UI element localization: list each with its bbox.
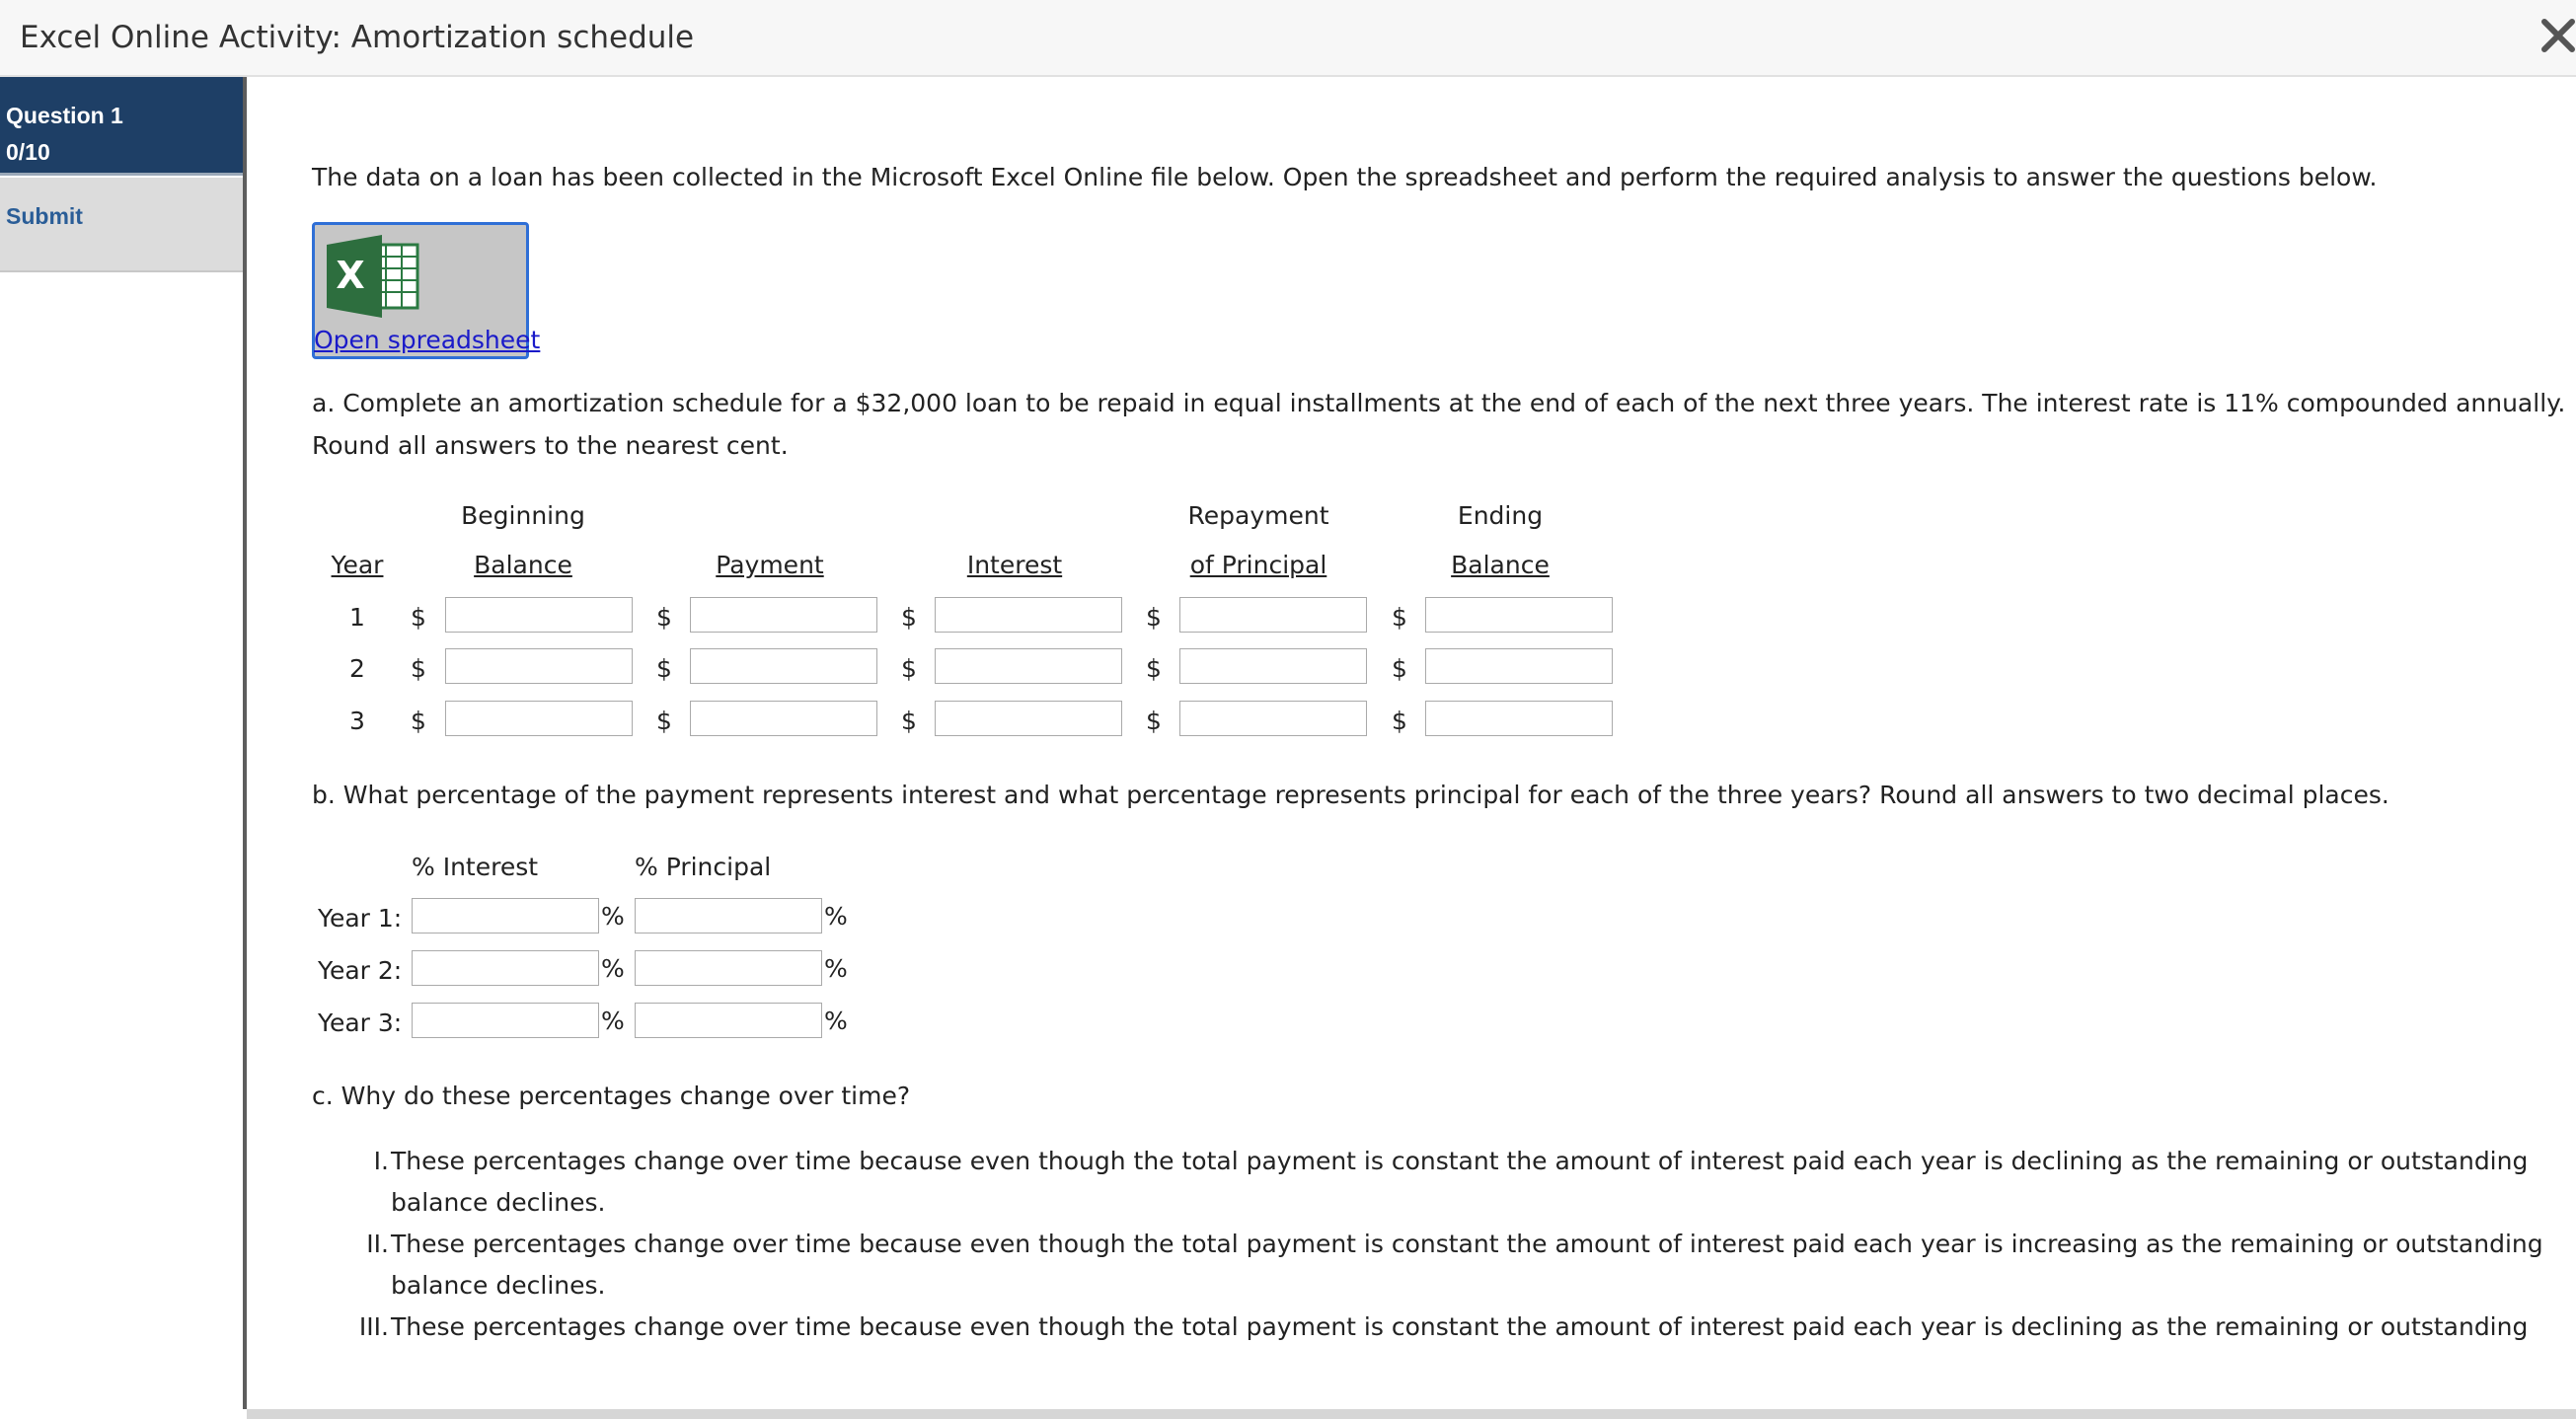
year-2-principal-percent-input[interactable] — [635, 950, 822, 986]
header-beginning-top: Beginning — [461, 501, 585, 530]
bottom-scroll-track — [247, 1409, 2576, 1419]
row-3-ending-balance-input[interactable] — [1425, 701, 1613, 736]
year-2-label: Year 2: — [318, 956, 403, 985]
part-b-question: b. What percentage of the payment represents interest and what percentage represents principal for each of the three years? Round all answers to two decimal places. — [312, 781, 2389, 809]
row-2-repayment-input[interactable] — [1179, 648, 1367, 684]
title-bar — [0, 0, 2576, 77]
submit-button[interactable] — [0, 178, 243, 272]
part-c-question: c. Why do these percentages change over time? — [312, 1082, 911, 1110]
header-ending-balance: Balance — [1451, 551, 1550, 579]
year-3-label: Year 3: — [318, 1008, 403, 1037]
row-1-repayment-dollar: $ — [1146, 603, 1162, 632]
year-1-interest-percent-input[interactable] — [412, 898, 599, 934]
year-2-principal-percent-sign: % — [824, 954, 848, 983]
sidebar — [0, 77, 247, 1409]
year-3-principal-percent-input[interactable] — [635, 1003, 822, 1038]
row-3-repayment-input[interactable] — [1179, 701, 1367, 736]
part-a-instruction: Round all answers to the nearest cent. — [312, 431, 789, 460]
row-2-ending-dollar: $ — [1392, 654, 1407, 683]
row-1-ending-dollar: $ — [1392, 603, 1407, 632]
close-icon[interactable] — [2538, 14, 2576, 57]
row-1-interest-dollar: $ — [901, 603, 917, 632]
header-repayment-of-principal: of Principal — [1189, 551, 1327, 579]
row-1-payment-dollar: $ — [656, 603, 672, 632]
row-2-repayment-dollar: $ — [1146, 654, 1162, 683]
question-label: Question 1 — [6, 103, 123, 128]
window-title: Excel Online Activity: Amortization schedule — [20, 20, 695, 55]
header-ending-top: Ending — [1457, 501, 1544, 530]
row-2-year: 2 — [349, 654, 365, 683]
row-1-beginning-dollar: $ — [411, 603, 426, 632]
year-3-interest-percent-sign: % — [601, 1007, 625, 1035]
row-2-beginning-dollar: $ — [411, 654, 426, 683]
row-3-beginning-dollar: $ — [411, 707, 426, 735]
row-3-payment-input[interactable] — [690, 701, 877, 736]
year-2-interest-percent-input[interactable] — [412, 950, 599, 986]
option-iii-line1[interactable]: These percentages change over time because even though the total payment is constant the amount of interest paid each year is declining as the remaining or outstanding — [391, 1312, 2529, 1341]
option-ii-line2[interactable]: balance declines. — [391, 1271, 606, 1300]
row-3-year: 3 — [349, 707, 365, 735]
option-i-line1[interactable]: These percentages change over time because even though the total payment is constant the amount of interest paid each year is declining as the remaining or outstanding — [391, 1147, 2529, 1175]
question-score: 0/10 — [6, 139, 50, 165]
header-beginning-balance: Balance — [474, 551, 572, 579]
row-2-payment-input[interactable] — [690, 648, 877, 684]
open-spreadsheet-button[interactable] — [312, 222, 541, 359]
row-1-interest-input[interactable] — [935, 597, 1122, 633]
row-3-payment-dollar: $ — [656, 707, 672, 735]
year-1-interest-percent-sign: % — [601, 902, 625, 931]
row-1-year: 1 — [349, 603, 365, 632]
header-interest: Interest — [966, 551, 1063, 579]
row-3-interest-dollar: $ — [901, 707, 917, 735]
row-3-repayment-dollar: $ — [1146, 707, 1162, 735]
header-percent-interest: % Interest — [412, 853, 539, 881]
row-3-ending-dollar: $ — [1392, 707, 1407, 735]
part-a-question: a. Complete an amortization schedule for a $32,000 loan to be repaid in equal installments at the end of each of the next three years. The interest rate is 11% compounded annually. — [312, 389, 2566, 417]
year-3-principal-percent-sign: % — [824, 1007, 848, 1035]
year-1-label: Year 1: — [318, 904, 403, 933]
year-2-interest-percent-sign: % — [601, 954, 625, 983]
row-1-beginning-balance-input[interactable] — [445, 597, 633, 633]
row-2-beginning-balance-input[interactable] — [445, 648, 633, 684]
row-1-repayment-input[interactable] — [1179, 597, 1367, 633]
header-repayment-top: Repayment — [1187, 501, 1329, 530]
row-2-interest-dollar: $ — [901, 654, 917, 683]
open-spreadsheet-link[interactable]: Open spreadsheet — [314, 326, 541, 354]
submit-label: Submit — [6, 203, 83, 229]
row-1-payment-input[interactable] — [690, 597, 877, 633]
intro-text: The data on a loan has been collected in the Microsoft Excel Online file below. Open the spreadsheet and perform the required analysis to answer the questions below. — [312, 163, 2378, 191]
option-ii-numeral: II. — [366, 1230, 389, 1258]
excel-icon — [325, 235, 423, 318]
sidebar-question-1[interactable] — [0, 77, 243, 176]
option-iii-numeral: III. — [358, 1312, 389, 1341]
row-3-interest-input[interactable] — [935, 701, 1122, 736]
excel-icon-letter: X — [336, 254, 365, 297]
header-percent-principal: % Principal — [635, 853, 772, 881]
header-year: Year — [331, 551, 384, 579]
row-2-interest-input[interactable] — [935, 648, 1122, 684]
row-1-ending-balance-input[interactable] — [1425, 597, 1613, 633]
year-1-principal-percent-sign: % — [824, 902, 848, 931]
header-payment: Payment — [716, 551, 824, 579]
row-2-payment-dollar: $ — [656, 654, 672, 683]
row-3-beginning-balance-input[interactable] — [445, 701, 633, 736]
option-ii-line1[interactable]: These percentages change over time because even though the total payment is constant the amount of interest paid each year is increasing as the remaining or outstanding — [391, 1230, 2543, 1258]
row-2-ending-balance-input[interactable] — [1425, 648, 1613, 684]
year-1-principal-percent-input[interactable] — [635, 898, 822, 934]
option-i-numeral: I. — [373, 1147, 389, 1175]
option-i-line2[interactable]: balance declines. — [391, 1188, 606, 1217]
year-3-interest-percent-input[interactable] — [412, 1003, 599, 1038]
